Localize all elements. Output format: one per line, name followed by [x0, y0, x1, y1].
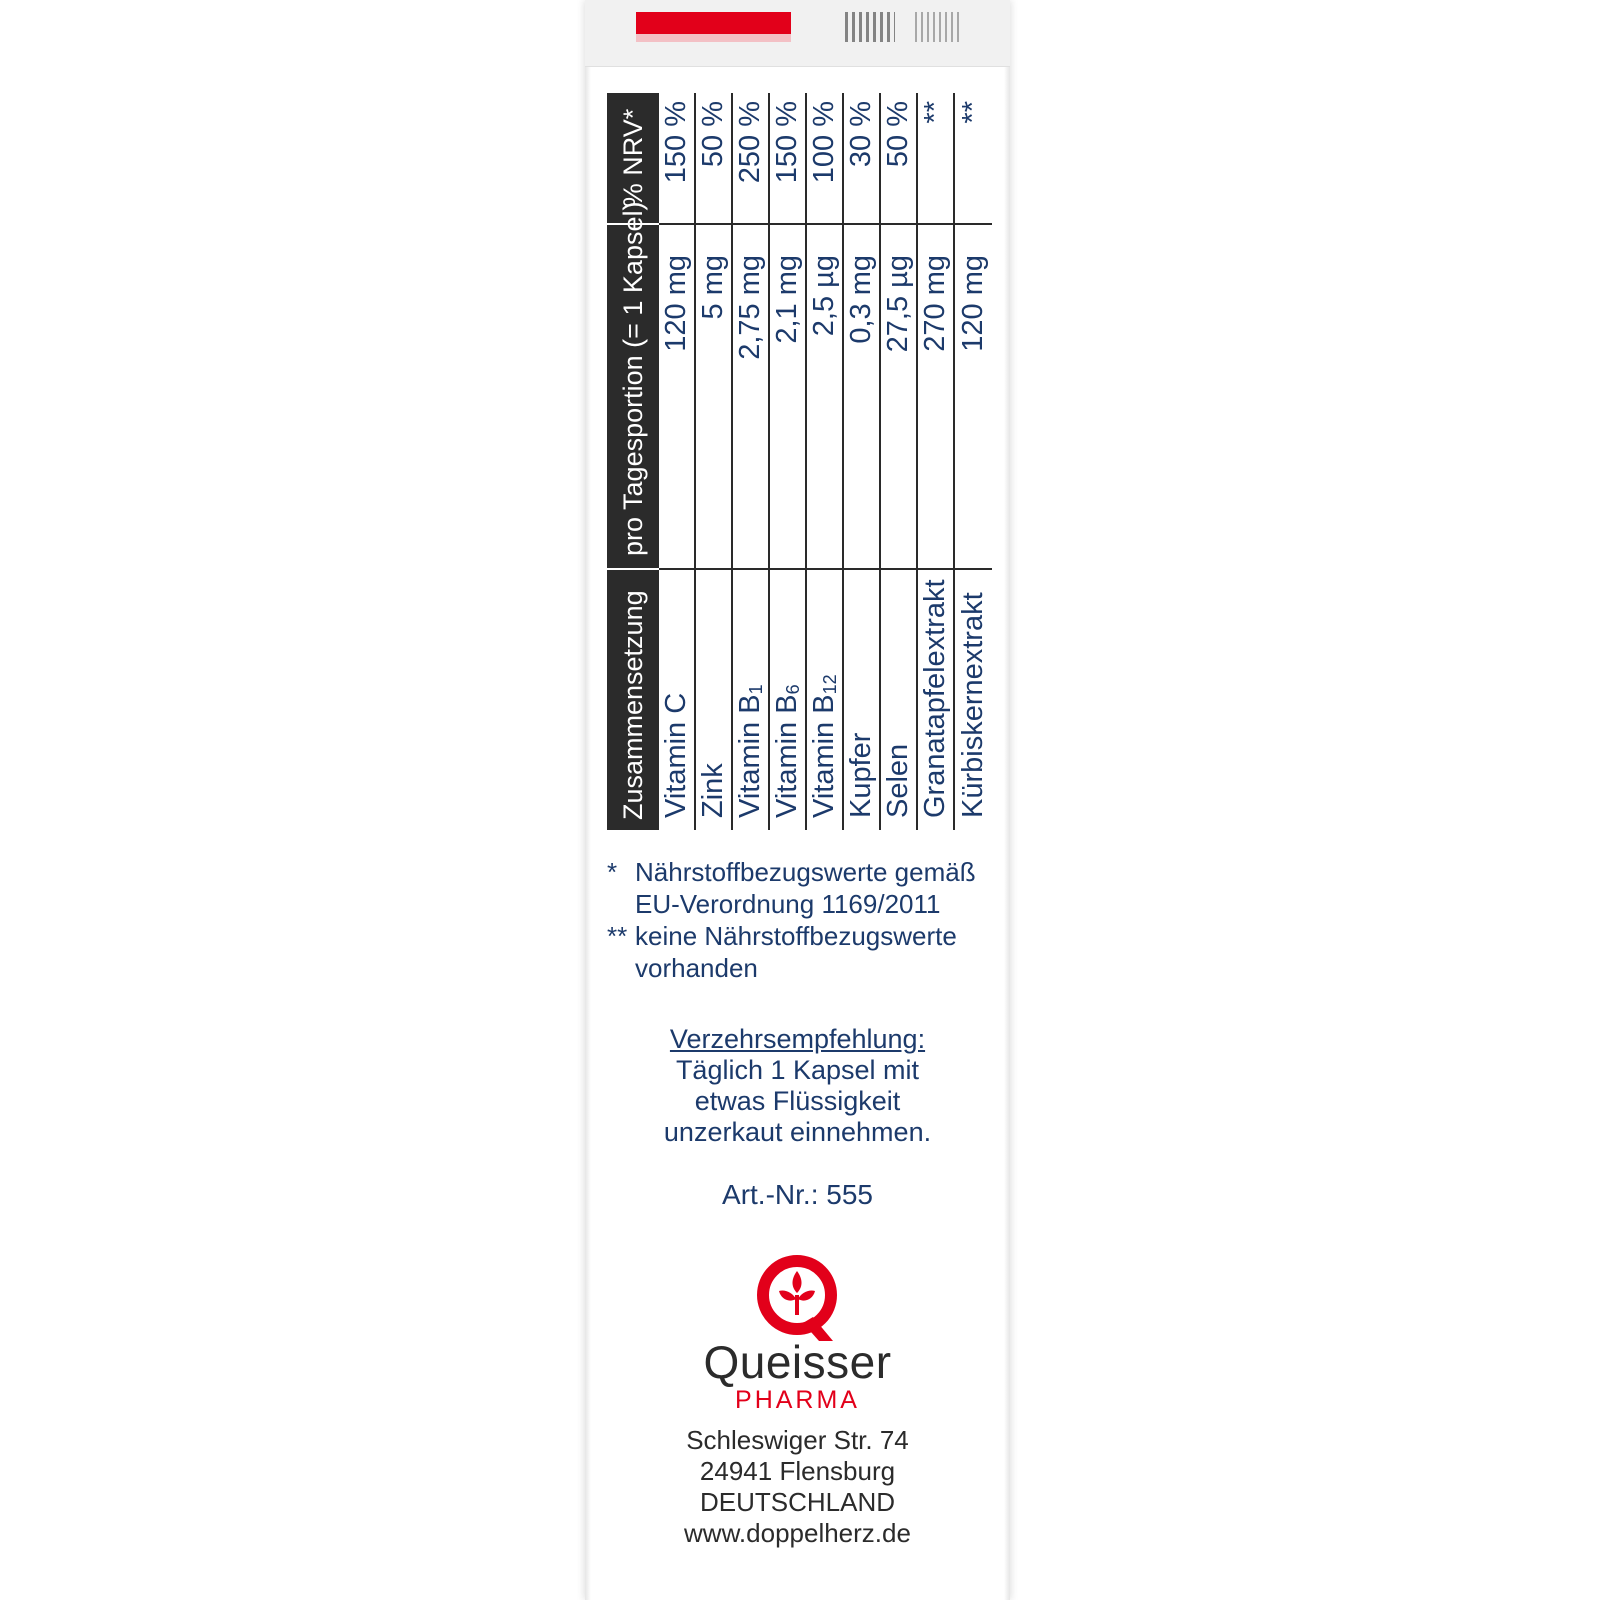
table-row	[696, 93, 733, 830]
table-row	[844, 93, 881, 830]
nutrient-name-text: Vitamin C	[660, 692, 692, 818]
table-row	[807, 93, 844, 830]
nutrient-name-text: Selen	[882, 743, 914, 818]
footnote-text: keine Nährstoffbezugswerte vorhanden	[635, 921, 957, 983]
address-street: Schleswiger Str. 74	[686, 1425, 909, 1455]
nutrient-name-text: Kupfer	[845, 732, 877, 818]
nutrient-nrv: 250 %	[733, 93, 768, 225]
nutrient-amount: 2,1 mg	[770, 225, 805, 570]
nutrient-nrv: **	[955, 93, 992, 225]
nutrient-name	[808, 570, 841, 830]
nutrient-name-text: Vitamin B	[734, 694, 766, 818]
queisser-q-logo-icon	[753, 1253, 841, 1343]
nutrient-amount: 120 mg	[955, 225, 992, 570]
website-link[interactable]: www.doppelherz.de	[684, 1518, 911, 1548]
nutrient-name	[771, 570, 804, 830]
footnote-mark: **	[607, 921, 628, 951]
brand-subtitle: PHARMA	[735, 1386, 860, 1414]
nutrient-name-text: Vitamin B	[771, 694, 803, 818]
nutrient-nrv: 100 %	[807, 93, 842, 225]
nutrient-name-text: Kürbiskernextrakt	[957, 592, 989, 818]
top-flap-print-mark	[845, 12, 895, 42]
nutrient-nrv: **	[918, 93, 953, 225]
nutrition-table-header	[607, 93, 659, 830]
table-row	[770, 93, 807, 830]
nutrient-name	[660, 570, 693, 830]
recommendation-line: Täglich 1 Kapsel mit	[675, 1055, 920, 1085]
nutrient-name	[697, 570, 730, 830]
nutrient-subscript: 1	[746, 684, 766, 695]
nutrient-nrv: 50 %	[881, 93, 916, 225]
nutrient-nrv: 50 %	[696, 93, 731, 225]
article-number: Art.-Nr.: 555	[722, 1179, 873, 1210]
nutrient-name	[845, 570, 878, 830]
nutrient-nrv: 150 %	[770, 93, 805, 225]
nutrient-nrv: 150 %	[659, 93, 694, 225]
nutrient-subscript: 6	[783, 684, 803, 695]
address-city: 24941 Flensburg	[699, 1456, 896, 1486]
top-flap-red-band-light	[636, 34, 791, 42]
consumption-recommendation	[585, 1024, 1010, 1148]
nutrient-amount: 270 mg	[918, 225, 953, 570]
top-flap-print-mark-2	[915, 12, 960, 42]
table-row	[659, 93, 696, 830]
footnote	[607, 856, 1002, 920]
footnote	[607, 920, 1002, 984]
nutrient-amount: 120 mg	[659, 225, 694, 570]
table-row	[918, 93, 955, 830]
nutrient-name-text: Zink	[697, 763, 729, 818]
nutrient-name	[919, 570, 952, 830]
recommendation-line: etwas Flüssigkeit	[694, 1086, 901, 1116]
recommendation-title: Verzehrsempfehlung:	[669, 1024, 926, 1054]
nutrient-amount: 27,5 µg	[881, 225, 916, 570]
footnotes	[607, 856, 1002, 984]
recommendation-line: unzerkaut einnehmen.	[663, 1117, 932, 1147]
header-nrv: % NRV*	[607, 93, 659, 225]
header-daily-portion: pro Tagesportion (= 1 Kapsel)	[607, 225, 659, 570]
nutrient-subscript: 12	[820, 674, 840, 695]
nutrient-name	[882, 570, 915, 830]
address-country: DEUTSCHLAND	[699, 1487, 896, 1517]
nutrient-amount: 2,5 µg	[807, 225, 842, 570]
nutrition-table-area	[607, 93, 987, 830]
table-row	[881, 93, 918, 830]
table-row	[733, 93, 770, 830]
brand-name: Queisser	[703, 1336, 892, 1388]
nutrient-name	[734, 570, 767, 830]
nutrient-nrv: 30 %	[844, 93, 879, 225]
nutrition-table	[607, 93, 987, 830]
address-block	[585, 1425, 1010, 1549]
footnote-text: Nährstoffbezugswerte gemäß EU-Verordnung 1169/2011	[635, 857, 976, 919]
header-composition: Zusammensetzung	[617, 590, 648, 820]
nutrient-amount: 0,3 mg	[844, 225, 879, 570]
nutrient-name-text: Granatapfelextrakt	[919, 579, 951, 818]
nutrient-amount: 2,75 mg	[733, 225, 768, 570]
nutrient-name-text: Vitamin B	[808, 694, 840, 818]
table-row	[955, 93, 992, 830]
nutrient-name	[957, 570, 990, 830]
nutrient-amount: 5 mg	[696, 225, 731, 570]
footnote-mark: *	[607, 857, 618, 887]
